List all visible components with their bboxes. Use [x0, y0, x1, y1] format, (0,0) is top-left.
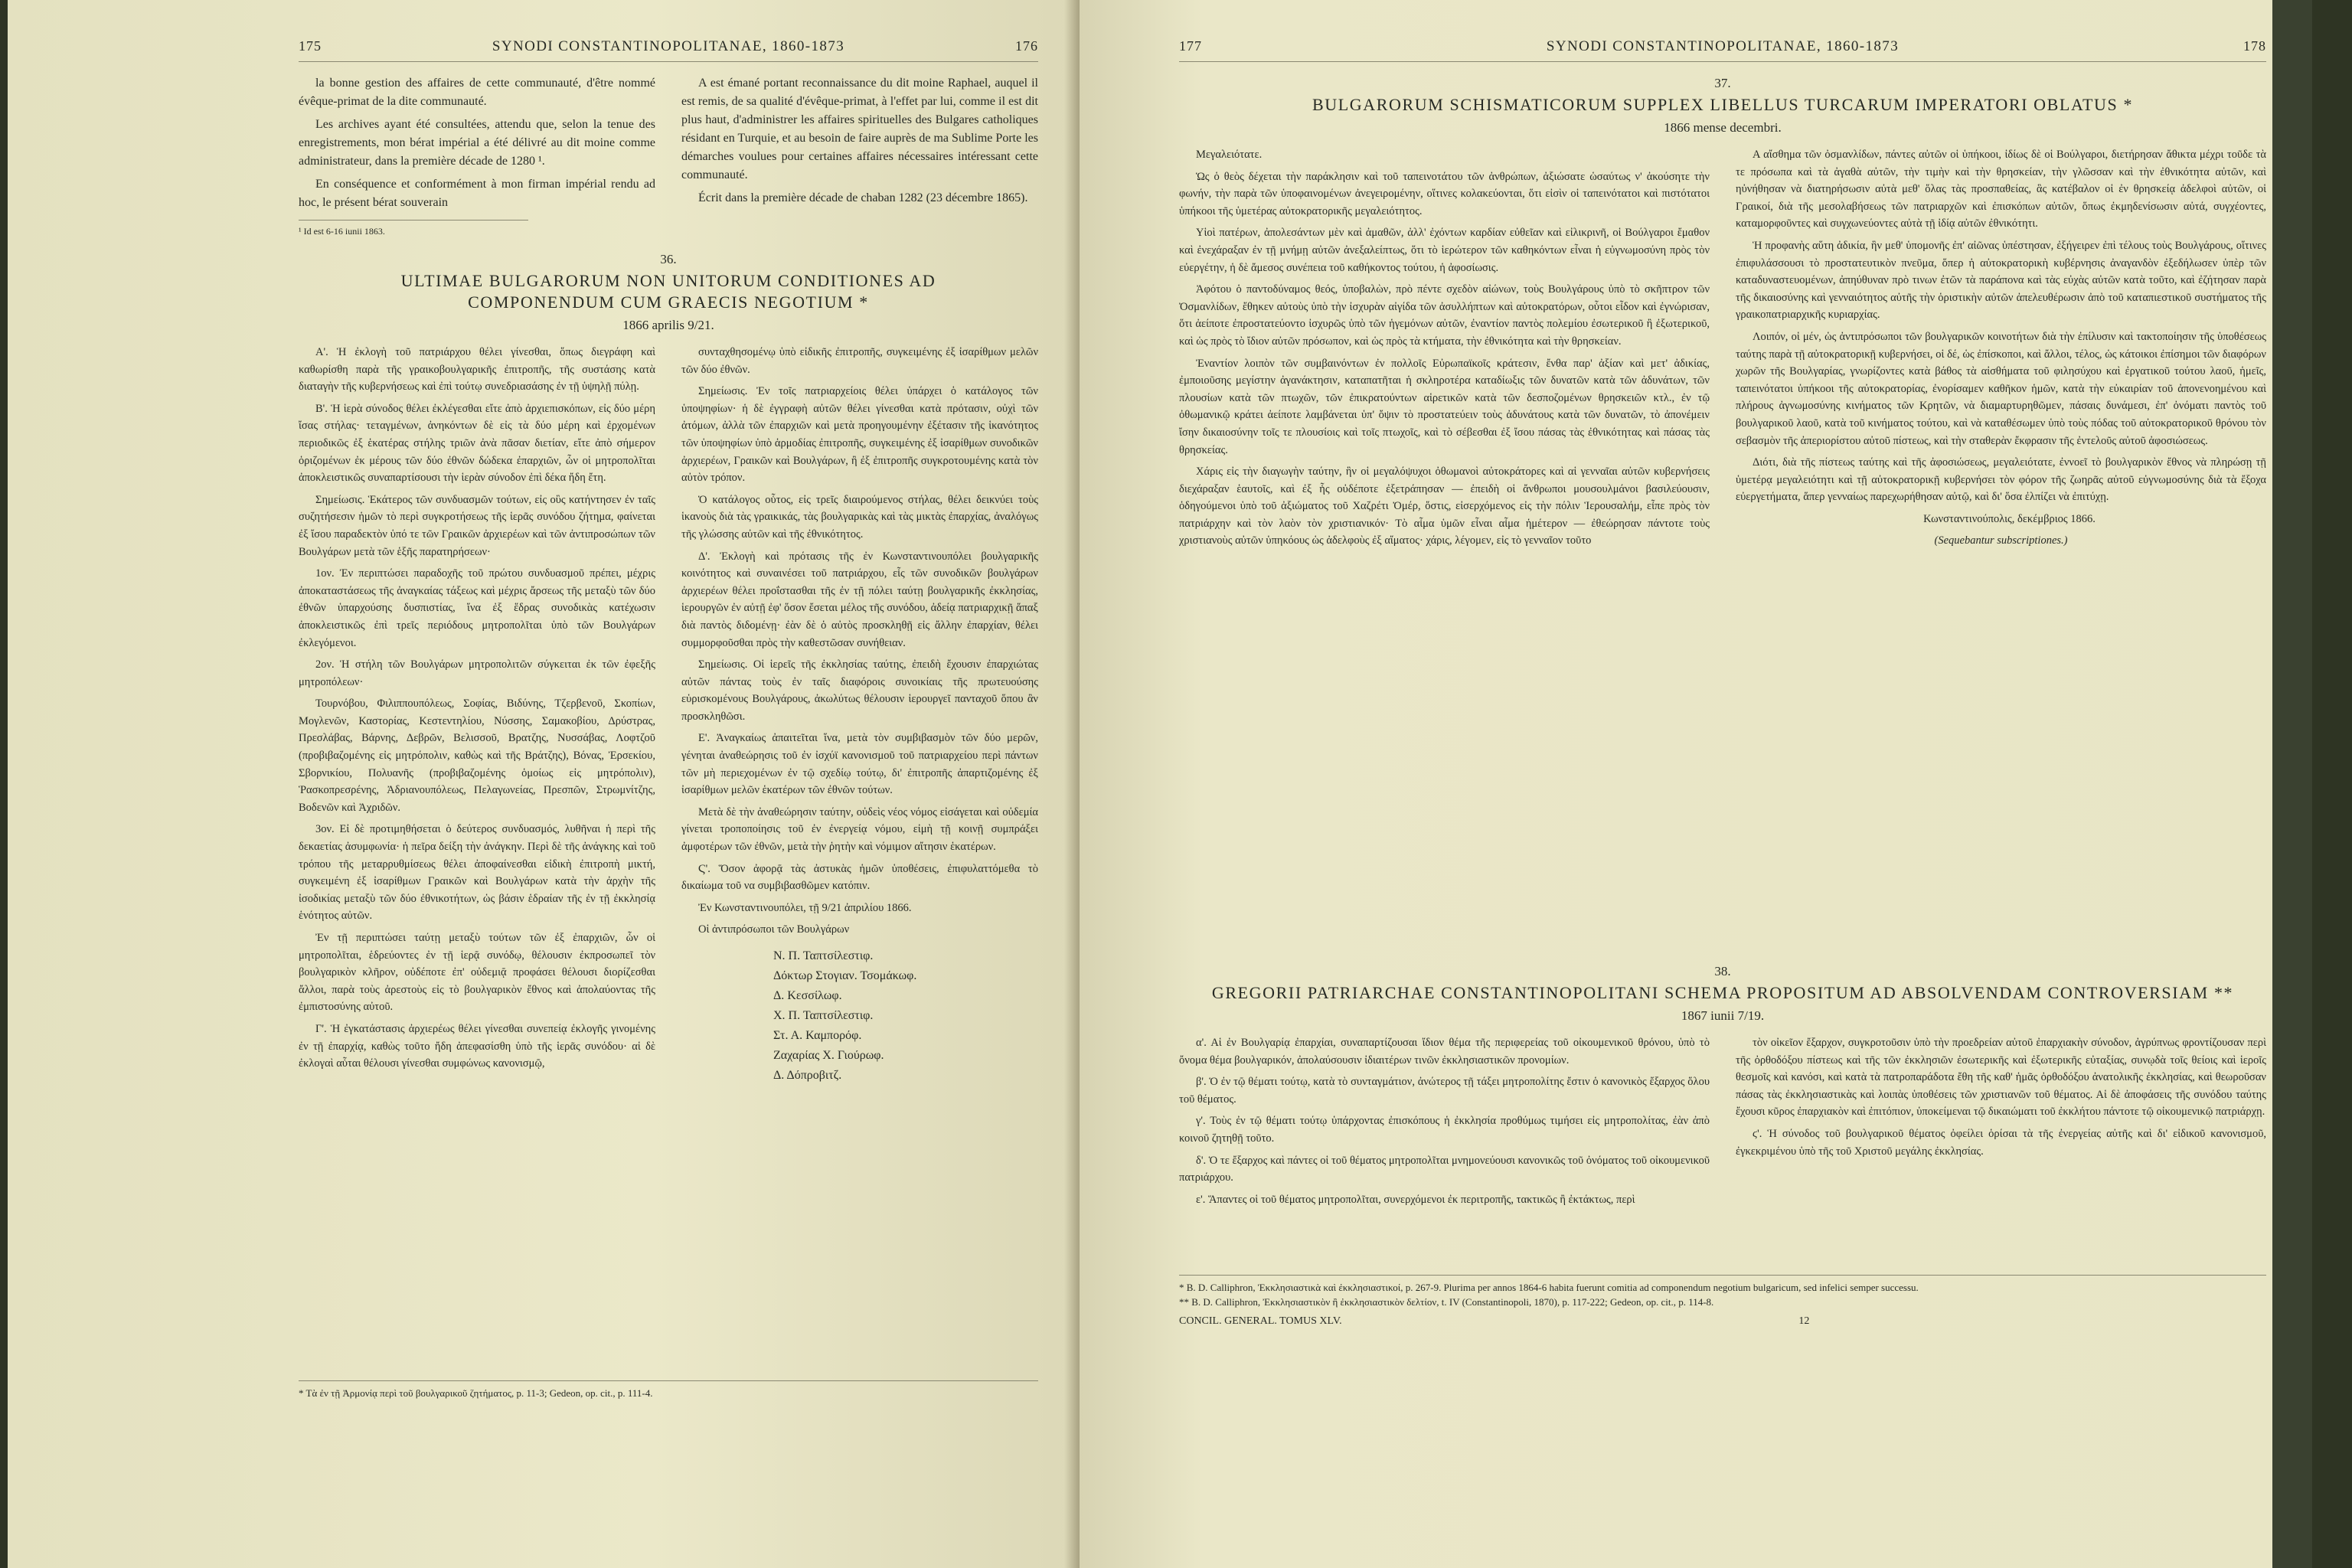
- page-number-176: 176: [1015, 38, 1038, 54]
- paragraph: Γ'. Ἡ ἐγκατάστασις ἀρχιερέως θέλει γίνεσθαι συνεπείᾳ ἐκλογῆς γινομένης ἐν τῇ ἐπαρχίᾳ, καθὼς τοῦτο ἤδη ἀπεφασίσθη ὑπὸ τῆς ἱερᾶς συνόδου· αἱ δὲ ἐκλογαὶ αὗται θέλουσι γίνεσθαι συμφώνως κανονισμῷ,: [299, 1022, 655, 1070]
- paragraph: Λοιπόν, οἱ μέν, ὡς ἀντιπρόσωποι τῶν βουλγαρικῶν κοινοτήτων διὰ τὴν ἐπίλυσιν καὶ τακτοποίησιν τῆς ὑποθέσεως ταύτης παρὰ τῇ αὐτοκρατορικῇ κυβερνήσει, οἱ δέ, ὡς ἐπίσκοποι, καὶ ἄλλοι, τέλος, ὡς κάτοικοι ἐπίσημοι τῶν διαφόρων χωρῶν τῆς Βουλγαρίας, γνωρίζοντες κατὰ βάθος τὰ αἰσθήματα τοῦ φιλησύχου καὶ ἐργατικοῦ τούτου λαοῦ, ἡμεῖς, ταπεινότατοι ὑπήκοοι τῆς αὐτοκρατορίας, ἐνορίσαμεν καθῆκον ἡμῶν, κατὰ τὴν εὐκαιρίαν τοῦ ἀπονενοημένου καὶ πλήρους ἀγνωμοσύνης κινήματος τῶν Κρητῶν, νὰ διαμαρτυρηθῶμεν, πάσαις δυνάμεσι, ἐπ' ὀνόματι παντὸς τοῦ βουλγαρικοῦ λαοῦ, κατὰ τοῦ κινήματος τούτου, καὶ νὰ καταθέσωμεν ὑπὸ τοὺς πόδας τοῦ αὐτοκρατορικοῦ θρόνου τὸν σεβασμὸν τῆς ἀπεριορίστου αὐτοῦ πίστεως, καὶ τὴν σταθερὰν ἔκφρασιν τῆς ἐντελοῦς αὐτοῦ ἀφοσιώσεως.: [1736, 330, 2266, 447]
- document-number: 38.: [1714, 964, 1731, 978]
- paragraph: συνταχθησομένῳ ὑπὸ εἰδικῆς ἐπιτροπῆς, συγκειμένης ἐξ ἰσαρίθμων μελῶν τῶν δύο ἐθνῶν.: [681, 346, 1038, 376]
- document-date: 1866 mense decembri.: [1664, 120, 1782, 135]
- doc38-column-1: [1179, 1034, 1710, 1264]
- footnote: * B. D. Calliphron, Ἐκκλησιαστικὰ καὶ ἐκκλησιαστικοί, p. 267-9. Plurima per annos 1864-6 habita fuerunt comitia ad componendum negotium bulgaricum, sed infelici semper successu.: [1179, 1282, 1919, 1293]
- paragraph: Β'. Ἡ ἱερὰ σύνοδος θέλει ἐκλέγεσθαι εἴτε ἀπὸ ἀρχιεπισκόπων, εἰς δύο μέρη ἴσας στήλας· τεταγμένων, ἀνηκόντων δὲ εἰς τὰ δύο μέρη καὶ ἐρχομένων περιοδικῶς ἐξ ἑκατέρας στήλης τριῶν ἀνὰ πᾶσαν διετίαν, εἴτε ἀπὸ σήμερον ὁριζομένων ἐκ μέρους τῶν δύο ἐθνῶν δώδεκα ἐπαρχιῶν, ὧν οἱ μητροπολῖται ἀποκλειστικῶς συναπαρτίσουσι τὴν ἱερὰν σύνοδον ἐπὶ δέκα ἤδη ἔτη.: [299, 402, 655, 485]
- paragraph: Σημείωσις. Οἱ ἱερεῖς τῆς ἐκκλησίας ταύτης, ἐπειδὴ ἔχουσιν ἐπαρχιώτας αὐτῶν πάντας τοὺς ἐν ταῖς διαφόροις συνοικίαις τῆς πρωτευούσης εὑρισκομένους Βουλγάρους, ἀκωλύτως θέλουσιν ἱερουργεῖ πανταχοῦ ὅπου ἂν προσκληθῶσι.: [681, 658, 1038, 723]
- paragraph: A est émané portant reconnaissance du dit moine Raphael, auquel il est remis, de sa qualité d'évêque-primat, à l'effet par lui, comme il est dit plus haut, d'administrer les affaires spirituelles des Bulgares catholiques résidant en Turquie, et au besoin de faire auprès de ma Sublime Porte les démarches voulues pour certaines affaires nécessaires intéressant cette communauté.: [681, 77, 1038, 181]
- column-1-body: [299, 344, 655, 1370]
- paragraph: 1ον. Ἐν περιπτώσει παραδοχῆς τοῦ πρώτου συνδυασμοῦ πρέπει, μέχρις ἀποκαταστάσεως τῆς ἀναγκαίας τάξεως καὶ μέχρις ἄρσεως τῆς μεταξὺ τῶν δύο ἐθνῶν ὑπαρχούσης δυσπιστίας, ἵνα ἐξ ἕδρας συνοδικὰς κατέχωσιν ἀποκλειστικῶς ἐπὶ τρεῖς περιόδους μητροπολῖται ὑπὸ τῶν Βουλγάρων ἐκλεγόμενοι.: [299, 567, 655, 649]
- book-edge: [2272, 0, 2312, 1568]
- paragraph: δ'. Ὁ τε ἔξαρχος καὶ πάντες οἱ τοῦ θέματος μητροπολῖται μνημονεύουσι κανονικῶς τοῦ ὀνόματος τοῦ οἰκουμενικοῦ πατριάρχου.: [1179, 1154, 1710, 1184]
- doc37-column-1: [1179, 146, 1710, 950]
- paragraph: Ἐναντίον λοιπὸν τῶν συμβαινόντων ἐν πολλοῖς Εὐρωπαϊκοῖς κράτεσιν, ἔνθα παρ' ἀξίαν καὶ μετ' ἀδικίας, ἐμποιοῦσης μεγίστην ἀγανάκτησιν, καταπατῆται ἡ σκληροτέρα καταδίωξις τῶν δυνατῶν κατὰ τῶν ἀδυνάτων, τῶν πλουσίων κατὰ τῶν πτωχῶν, τῶν ἐπικρατούντων αἱρετικῶν κατὰ τῶν δεσποζομένων θρησκειῶν κτλ., ἐν τῷ ὀθωμανικῷ κράτει ἀείποτε λαμβάνεται ὑπ' ὄψιν τὸ προστατεύειν τοὺς ἀδυνάτους κατὰ τῶν δυνατῶν, τὸ ἀπονέμειν ἴσην δικαιοσύνην τοῖς τε πλουσίοις καὶ τοῖς πτωχοῖς, καὶ τὸ σέβεσθαι ἐξ ἴσου πάσας τὰς ἐθνικότητας καὶ πάσας τὰς θρησκείας.: [1179, 357, 1710, 456]
- document-title: GREGORII PATRIARCHAE CONSTANTINOPOLITANI SCHEMA PROPOSITUM AD ABSOLVENDAM CONTROVERSIAM **: [1211, 983, 2234, 1002]
- paragraph: Les archives ayant été consultées, attendu que, selon la tenue des enregistrements, mon bérat impérial a été délivré au dit moine comme administrateur, dans la première décade de 1280 ¹.: [299, 118, 655, 168]
- paragraph: Ὡς ὁ θεὸς δέχεται τὴν παράκλησιν καὶ τοῦ ταπεινοτάτου τῶν ἀνθρώπων, ἀξιώσατε ὡσαύτως ν' ἀκούσητε τὴν φωνήν, τὴν παρὰ τῶν ὑποφαινομένων ἀνεγειρομένην, οἵτινες κολακεύονται, ὅτι εἰσὶν οἱ ταπεινότατοι καὶ πιστότατοι ὑπήκοοι τῆς ὑμετέρας αὐτοκρατορικῆς μεγαλειότητος.: [1179, 170, 1710, 217]
- document-date: 1867 iunii 7/19.: [1681, 1008, 1765, 1023]
- page-number-177: 177: [1179, 38, 1202, 54]
- paragraph: Ἡ προφανὴς αὕτη ἀδικία, ἣν μεθ' ὑπομονῆς ἐπ' αἰῶνας ὑπέστησαν, ἐξήγειρεν ἐπὶ τέλους τοὺς Βουλγάρους, οἵτινες ἐπιφυλάσσουσι τὸ προστατευτικὸν πνεῦμα, ὅπερ ἡ αὐτοκρατορικὴ κυβέρνησις ἀναγανδὸν ἐξεδήλωσεν ὑπὲρ τῶν καταδυναστευομένων, ἀπηύθυναν πρὸ τινων ἐτῶν τὰ παράπονα καὶ τὰς εὐχὰς αὐτῶν κατὰ τοῦτο, καὶ ἐζήτησαν παρὰ τῆς δικαιοσύνης καὶ γενναιότητος αὐτῆς τὴν ὁριστικὴν αὐτῶν ἀπελευθέρωσιν ἀπὸ τοῦ καταπιεστικοῦ συστήματος τῆς γραικοπατριαρχικῆς κυριαρχίας.: [1736, 239, 2266, 322]
- paragraph: Δ'. Ἐκλογὴ καὶ πρότασις τῆς ἐν Κωνσταντινουπόλει βουλγαρικῆς κοινότητος καὶ συναινέσει τοῦ πατριάρχου, εἷς τῶν συνοδικῶν βουλγάρων ἀρχιερέων θέλει προΐστασθαι τῆς ἐν τῇ πόλει ταύτῃ βουλγαρικῆς ἐκκλησίας, ἱερουργῶν ἐν αὐτῇ ἐφ' ὅσον ἔσεται μέλος τῆς συνόδου, ἀδείᾳ πατριαρχικῇ ἅπαξ διὰ παντὸς διδομένῃ· ἐὰν δὲ ὁ αὐτὸς προσκληθῇ εἰς ἄλλην ἐπαρχίαν, θέλει συμμορφοῦσθαι πρὸς τὴν καθεστῶσαν συνήθειαν.: [681, 550, 1038, 649]
- paragraph: Ἐν τῇ περιπτώσει ταύτῃ μεταξὺ τούτων τῶν ἐξ ἐπαρχιῶν, ὧν οἱ μητροπολῖται, ἑδρεύοντες ἐν τῇ ἱερᾷ συνόδῳ, θέλουσιν ἐκπροσωπεῖ τὸν βουλγαρικὸν κλῆρον, οὐδέποτε ἐπ' οὐδεμιᾷ προφάσει θέλουσι διορίζεσθαι ἄλλοι, παρὰ τοὺς ἀρεστοὺς εἰς τὸ βουλγαρικὸν ἔθνος καὶ ἀπολαύοντας τῆς ἐμπιστοσύνης αὐτοῦ.: [299, 932, 655, 1014]
- running-header: [299, 38, 1038, 62]
- volume-signature: CONCIL. GENERAL. TOMUS XLV.: [1179, 1315, 1342, 1327]
- column-2-body: [681, 344, 1038, 1370]
- bottom-footnote: * Τὰ ἐν τῇ Ἀρμονίᾳ περὶ τοῦ βουλγαρικοῦ ζητήματος, p. 11-3; Gedeon, op. cit., p. 111-4.: [299, 1380, 1038, 1400]
- paragraph: ε'. Ἅπαντες οἱ τοῦ θέματος μητροπολῖται, συνερχόμενοι ἐκ περιτροπῆς, τακτικῶς ἢ ἐκτάκτως, περὶ: [1196, 1193, 1635, 1206]
- page-number-175: 175: [299, 38, 322, 54]
- doc37-column-2: [1736, 146, 2266, 950]
- document-title: ULTIMAE BULGARORUM NON UNITORUM CONDITIONES AD COMPONENDUM CUM GRAECIS NEGOTIUM *: [400, 271, 936, 312]
- paragraph: Οἱ ἀντιπρόσωποι τῶν Βουλγάρων: [698, 923, 850, 936]
- running-title: SYNODI CONSTANTINOPOLITANAE, 1860-1873: [492, 38, 845, 54]
- document-date: 1866 aprilis 9/21.: [622, 318, 714, 332]
- paragraph: Α'. Ἡ ἐκλογὴ τοῦ πατριάρχου θέλει γίνεσθαι, ὅπως διεγράφη καὶ καθωρίσθη παρὰ τῆς γραικοβουλγαρικῆς ἐπιτροπῆς, τῆς συστάσης κατὰ διαταγὴν τῆς κυβερνήσεως καὶ ἐπὶ τούτῳ συνεδριασάσης ἐν τῇ ὑψηλῇ πύλῃ.: [299, 346, 655, 394]
- paragraph: Ϛ'. Ὅσον ἀφορᾷ τὰς ἀστυκὰς ἡμῶν ὑποθέσεις, ἐπιφυλαττόμεθα τὸ δικαίωμα τοῦ να συμβιβασθῶμεν κατόπιν.: [681, 862, 1038, 893]
- body-columns: [299, 344, 1038, 1370]
- paragraph: Ἐν Κωνσταντινουπόλει, τῇ 9/21 ἀπριλίου 1866.: [698, 901, 912, 914]
- signature-line: [1179, 1314, 2266, 1328]
- signer: Δόκτωρ Στογιαν. Τσομάκωφ.: [773, 969, 917, 982]
- paragraph: Ε'. Ἀναγκαίως ἀπαιτεῖται ἵνα, μετὰ τὸν συμβιβασμὸν τῶν δύο μερῶν, γένηται ἀναθεώρησις τοῦ ἐν ἰσχύϊ κανονισμοῦ τοῦ πατριαρχείου περὶ πάντων τῶν μὴ περιεχομένων ἐν τῷ σχεδίῳ τούτῳ, δι' ἐπιτροπῆς ἀπαρτιζομένης ἐξ ἰσαρίθμων μελῶν ἑκατέρων τῶν ἐθνῶν τούτων.: [681, 732, 1038, 797]
- paragraph: Μετὰ δὲ τὴν ἀναθεώρησιν ταύτην, οὐδεὶς νέος νόμος εἰσάγεται καὶ οὐδεμία γίνεται τροποποίησις τοῦ ἐν ἐνεργείᾳ νόμου, εἰμὴ τῇ κοινῇ συμπράξει ἀμφοτέρων τῶν ἐθνῶν, μετὰ τὴν ῥητὴν καὶ νόμιμον αἴτησιν ἑκατέρων.: [681, 805, 1038, 854]
- paragraph: τὸν οἰκεῖον ἔξαρχον, συγκροτοῦσιν ὑπὸ τὴν προεδρείαν αὐτοῦ ἐπαρχιακὴν σύνοδον, ἀγρύπνως φροντίζουσαν περὶ τῆς ὀρθοδόξου πίστεως καὶ τῆς τῶν ἐκκλησιῶν ἐσωτερικῆς καὶ ἐξωτερικῆς εὐταξίας, συνῳδὰ τοῖς θείοις καὶ ἱεροῖς θεσμοῖς καὶ κανόσι, καὶ κατὰ τὰ πατροπαράδοτα ἔθη τῆς καθ' ἡμᾶς ὀρθοδόξου ἀνατολικῆς ἐκκλησίας, καὶ θεωροῦσαν πάσας τὰς ἐκκλησιαστικὰς καὶ λοιπὰς ὑποθέσεις τῶν χριστιανῶν τοῦ θέματος. Αἱ δὲ ἀποφάσεις τῆς συνόδου ταύτης ἔχουσι κῦρος ἐπαρχιακὸν καὶ ἐπιτόπιον, ὑποκείμεναι τῷ δικαιώματι τοῦ ἐκκλήτου πάντοτε τῷ οἰκουμενικῷ πατριάρχῃ.: [1736, 1037, 2266, 1119]
- right-page: [1080, 0, 2312, 1568]
- page-number-178: 178: [2243, 38, 2266, 54]
- signer: Χ. Π. Ταπτσίλεστιφ.: [773, 1009, 874, 1022]
- paragraph: Υἱοὶ πατέρων, ἀπολεσάντων μὲν καὶ ἀμαθῶν, ἀλλ' ἐχόντων καρδίαν εὐθεῖαν καὶ εἰλικρινῆ, οἱ Βούλγαροι ἔμαθον καὶ ἐνεχάραξαν ἐν τῇ μνήμῃ αὐτῶν ἀνεξαλείπτως, ὅτι τὸ ἱερώτερον τῶν καθηκόντων εἶναι ἡ εὐγνωμοσύνη πρὸς τὸν εὐεργέτην, ἡ δὲ ἄμεσος συνέπεια τοῦ καθήκοντος τούτου, ἡ ἀφοσίωσις.: [1179, 227, 1710, 274]
- sequebantur-note: (Sequebantur subscriptiones.): [1934, 534, 2068, 547]
- signer: Στ. Α. Καμπορόφ.: [773, 1029, 862, 1042]
- signer: Ζαχαρίας Χ. Γιούρωφ.: [773, 1049, 884, 1062]
- document-title: BULGARORUM SCHISMATICORUM SUPPLEX LIBELLUS TURCARUM IMPERATORI OBLATUS *: [1312, 95, 2134, 114]
- signers-list: [681, 946, 1038, 1086]
- place-date: Κωνσταντινούπολις, δεκέμβριος 1866.: [1923, 512, 2096, 525]
- paragraph: Τουρνόβου, Φιλιππουπόλεως, Σοφίας, Βιδύνης, Τζερβενοῦ, Σκοπίων, Μογλενῶν, Καστορίας, Κεστεντηλίου, Νύσσης, Σαμακοβίου, Δρύστρας, Πρεσλάβας, Βάρνης, Δεβρῶν, Βελισσοῦ, Βρατζης, Νυσσάβας, Λοφτζοῦ (προβιβαζομένης εἰς μητρόπολιν, καθὼς καὶ τῆς Βράτζης), Βόνας, Ἐρσεκίου, Σβορνικίου, Πολυανῆς (προβιβαζομένης ὁμοίως εἰς μητρόπολιν), Ῥασκοπρεσρένης, Ἀδριανουπόλεως, Πελαγωνείας, Πρεσπῶν, Στρωμνίτζης, Βοδενῶν καὶ Ἀχριδῶν.: [299, 697, 655, 814]
- footnote: ¹ Id est 6-16 iunii 1863.: [299, 220, 528, 238]
- paragraph: α'. Αἱ ἐν Βουλγαρίᾳ ἐπαρχίαι, συναπαρτίζουσαι ἴδιον θέμα τῆς περιφερείας τοῦ οἰκουμενικοῦ θρόνου, ὑπὸ τὸ ὄνομα θέμα βουλγαρικόν, ἀπολαύσουσιν ἰδιαιτέρων τινῶν ἐκκλησιαστικῶν προνομίων.: [1179, 1037, 1710, 1067]
- doc38-columns: [1179, 1034, 2266, 1264]
- running-header: [1179, 38, 2266, 62]
- paragraph: 2ον. Ἡ στήλη τῶν Βουλγάρων μητροπολιτῶν σύγκειται ἐκ τῶν ἐφεξῆς μητροπόλεων·: [299, 658, 655, 688]
- paragraph: 3ον. Εἰ δὲ προτιμηθήσεται ὁ δεύτερος συνδυασμός, λυθῆναι ἡ περὶ τῆς δεκαετίας ἀσυμφωνία· ἡ πεῖρα δείξη τὴν ἀνάγκην. Περὶ δὲ τῆς ἀνάγκης καὶ τοῦ τρόπου τῆς μεταρρυθμίσεως θέλει ἀποφαίνεσθαι εἰδικὴ ἐπιτροπὴ μικτή, συγκειμένη ἐξ ἰσαρίθμων Γραικῶν καὶ Βουλγάρων κατὰ τὴν ἀρχὴν τῆς ἰσοδικίας μεταξὺ τῶν δύο ἐθνικοτήτων, ὡς βάσιν ἑδραίαν τῆς ἐν τῇ ἐκκλησίᾳ ἑνότητος αὐτῶν.: [299, 823, 655, 923]
- paragraph: Ὁ κατάλογος οὗτος, εἰς τρεῖς διαιρούμενος στήλας, θέλει δεικνύει τοὺς ἱκανοὺς διὰ τὰς γραικικάς, τὰς βουλγαρικὰς καὶ τὰς μικτὰς ἐπαρχίας, ἀναλόγως τῆς γλώσσης αὐτῶν καὶ τῆς ἐθνικότητος.: [681, 493, 1038, 541]
- left-page: [8, 0, 1080, 1568]
- signer: Ν. Π. Ταπτσίλεστιφ.: [773, 949, 874, 962]
- doc37-columns: [1179, 146, 2266, 950]
- footnotes: [1179, 1275, 2266, 1328]
- column-2-top: [681, 74, 1038, 238]
- paragraph: γ'. Τοὺς ἐν τῷ θέματι τούτῳ ὑπάρχοντας ἐπισκόπους ἡ ἐκκλησία προθύμως τιμήσει εἰς μητροπολίτας, ἐὰν ἀπὸ κοινοῦ ζητηθῇ τοῦτο.: [1179, 1115, 1710, 1145]
- paragraph: Ἀφότου ὁ παντοδύναμος θεός, ὑποβαλὼν, πρὸ πέντε σχεδὸν αἰώνων, τοὺς Βουλγάρους ὑπὸ τὸ σκῆπτρον τῶν Ὀσμανλίδων, ἔθηκεν αὐτοὺς ὑπὸ τὴν ἰσχυρὰν αἰγίδα τῶν ἀσυλλήπτων καὶ αὐτοκρατόρων, οὗτοι εἶδον καὶ ἐγνώρισαν, ὅτι ἀείποτε ἐπροστατεύοντο ἰσχυρῶς ὑπὸ τῶν ἡγεμόνων αὐτῶν, ἐναντίον παντὸς πολεμίου ἐσωτερικοῦ ἢ ἐξωτερικοῦ, καὶ ὡς πρὸς τὸ ἴδιον αὐτῶν πρόσωπον, καὶ ὡς πρὸς τὰ κτήματα, τὴν ἐθνικότητα καὶ τὴν θρησκείαν.: [1179, 283, 1710, 348]
- signer: Δ. Δόπροβιτζ.: [773, 1069, 842, 1082]
- top-columns: [299, 74, 1038, 238]
- paragraph: Α αἴσθημα τῶν ὀσμανλίδων, πάντες αὐτῶν οἱ ὑπήκοοι, ἰδίως δὲ οἱ Βούλγαροι, διετήρησαν ἄθικτα μέχρι τοῦδε τὰ τε πρόσωπα καὶ τὰ ἀγαθὰ αὐτῶν, τὴν τιμὴν καὶ τὴν θρησκείαν, τὴν γλῶσσαν καὶ τὴν ἐθνικότητα αὐτῶν, καὶ ηὐνήθησαν νὰ διατηρήσωσιν αὐτὰ μεθ' ὅλας τὰς προσπαθείας, ἃς κατέβαλον οἱ ἐν θρησκείᾳ ἀδελφοὶ αὐτῶν, οἱ Γραικοί, διὰ τῆς μεσολαβήσεως τῶν πατριαρχῶν καὶ ἐπισκόπων αὐτῶν, ὅπως ἐκμηδενίσωσιν αὐτά, συγχέοντες, καταμορφοῦντες καὶ συγχωνεύοντες αὐτὰ τῇ ἰδίᾳ αὐτῶν ἐθνικότητι.: [1736, 149, 2266, 230]
- paragraph: β'. Ὁ ἐν τῷ θέματι τούτῳ, κατὰ τὸ συνταγμάτιον, ἀνώτερος τῇ τάξει μητροπολίτης ἔστιν ὁ κανονικὸς ἔξαρχος ὅλου τοῦ θέματος.: [1179, 1076, 1710, 1106]
- paragraph: Σημείωσις. Ἑκάτερος τῶν συνδυασμῶν τούτων, εἰς οὓς κατήντησεν ἐν ταῖς συζητήσεσιν ἡμῶν τὸ περὶ συγκροτήσεως τῆς ἱερᾶς συνόδου ζήτημα, φαίνεται ἐξ ἴσου παραδεκτὸν ὑπό τε τῶν Γραικῶν ἀρχιερέων καὶ τῶν ἀντιπροσώπων τῶν Βουλγάρων μετὰ τῶν ἑξῆς παρατηρήσεων·: [299, 493, 655, 558]
- document-number: 36.: [660, 252, 677, 266]
- paragraph: Χάρις εἰς τὴν διαγωγὴν ταύτην, ἣν οἱ μεγαλόψυχοι ὀθωμανοὶ αὐτοκράτορες καὶ αἱ γενναῖαι αὐτῶν κυβερνήσεις διεχάραξαν ἑαυτοῖς, καὶ ἐξ ἧς οὐδέποτε ἐξετράπησαν — ἐπειδὴ οἱ ἄνθρωποι μουσουλμάνοι βασιλεύουσιν, ὁδηγούμενοι ὑπὸ τοῦ ἀξιώματος τοῦ Χαζρέτι Ὀμέρ, ὅστις, εἰσερχόμενος εἰς τὴν πόλιν Ἱερουσαλήμ, εἶπε πρὸς τὸν πατριάρχην καὶ τὸν λαὸν τὸν χριστιανικόν· Τὸ αἷμα ὑμῶν εἶναι αἷμα ἡμέτερον — ἐθεώρησαν πάντοτε τοὺς χριστιανοὺς αὐτῶν ὑπηκόους ὡς ἀδελφοὺς ἐξ αἵματος· χάρις, λέγομεν, εἰς τὸ γενναῖον τοῦτο: [1179, 466, 1710, 547]
- footnote: ** B. D. Calliphron, Ἐκκλησιαστικὸν ἢ ἐκκλησιαστικὸν δελτίον, t. IV (Constantinopoli, 1870), p. 117-222; Gedeon, op. cit., p. 114-8.: [1179, 1296, 1714, 1308]
- running-title: SYNODI CONSTANTINOPOLITANAE, 1860-1873: [1546, 38, 1900, 54]
- document-number: 37.: [1714, 76, 1731, 90]
- paragraph: Σημείωσις. Ἐν τοῖς πατριαρχείοις θέλει ὑπάρχει ὁ κατάλογος τῶν ὑποψηφίων· ἡ δὲ ἐγγραφὴ αὐτῶν θέλει γίνεσθαι κατὰ πρότασιν, οὐχὶ τῶν ἀτόμων, ἀλλὰ τῶν ἐπαρχιῶν καὶ μετὰ προηγουμένην ἐξέτασιν τῆς ἱκανότητος τῶν ὑποψηφίων ὑπὸ ἁρμοδίας ἐπιτροπῆς, συγκειμένης ἐξ ἰσαρίθμων συνοδικῶν ἀρχιερέων, Γραικῶν καὶ Βουλγάρων, ἢ ἐξ ἐπιτροπῆς συγκροτουμένης κατὰ τὸν αὐτὸν τρόπον.: [681, 385, 1038, 485]
- column-1-top: [299, 74, 655, 238]
- paragraph: la bonne gestion des affaires de cette communauté, d'être nommé évêque-primat de la dite communauté.: [299, 77, 655, 108]
- paragraph: Διότι, διὰ τῆς πίστεως ταύτης καὶ τῆς ἀφοσιώσεως, μεγαλειότατε, ἐννοεῖ τὸ βουλγαρικὸν ἔθνος νὰ πληρώσῃ τῇ ὑμετέρᾳ μεγαλειότητι καὶ τῇ αὐτοκρατορικῇ κυβερνήσει τὸν φόρον τῆς ζωηρᾶς αὐτοῦ εὐγνωμοσύνης διὰ τὰ ἔξοχα εὐεργετήματα, ἅπερ γενναίως παρεχωρήθησαν αὐτῷ, καὶ δι' ὅσα ἐλπίζει νὰ ἐπιτύχῃ.: [1736, 456, 2266, 504]
- doc38-column-2: [1736, 1034, 2266, 1264]
- paragraph: ϛ'. Ἡ σύνοδος τοῦ βουλγαρικοῦ θέματος ὀφείλει ὁρίσαι τὰ τῆς ἐνεργείας αὐτῆς καὶ δι' εἰδικοῦ κανονισμοῦ, ἐγκεκριμένου ὑπὸ τῆς τοῦ Χριστοῦ μεγάλης ἐκκλησίας.: [1736, 1127, 2266, 1158]
- paragraph: Μεγαλειότατε.: [1196, 149, 1263, 161]
- signer: Δ. Κεσσίλωφ.: [773, 989, 842, 1002]
- paragraph: Écrit dans la première décade de chaban 1282 (23 décembre 1865).: [698, 191, 1028, 204]
- paragraph: En conséquence et conformément à mon firman impérial rendu ad hoc, le présent bérat souverain: [299, 178, 655, 209]
- gathering-number: 12: [1798, 1315, 1810, 1327]
